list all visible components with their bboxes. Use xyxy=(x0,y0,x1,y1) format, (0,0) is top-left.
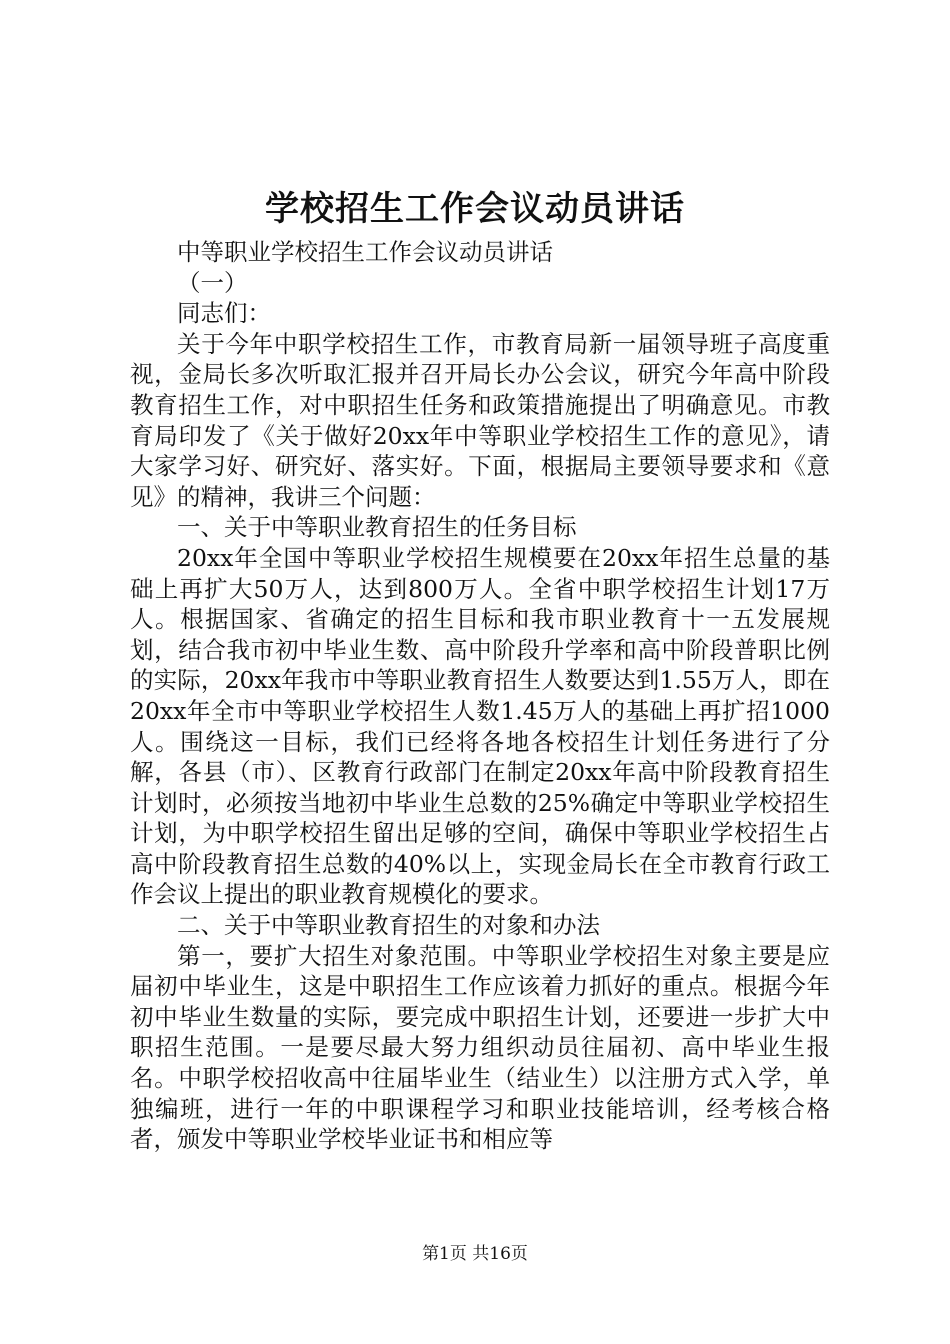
section-marker-paragraph: （一） xyxy=(177,268,248,297)
targets-paragraph: 20xx年全国中等职业学校招生规模要在20xx年招生总量的基础上再扩大50万人，达到800万人。全省中职学校招生计划17万人。根据国家、省确定的招生目标和我市职业教育十一五发展规划，结合我市初中毕业生数、高中阶段升学率和高中阶段普职比例的实际，20xx年我市中等职业教育招生人数要达到1.55万人，即在20xx年全市中等职业学校招生人数1.45万人的基础上再扩招1000人。围绕这一目标，我们已经将各地各校招生计划任务进行了分解，各县（市）、区教育行政部门在制定20xx年高中阶段教育招生计划时，必须按当地初中毕业生总数的25%确定中等职业学校招生计划，为中职学校招生留出足够的空间，确保中等职业学校招生占高中阶段教育招生总数的40%以上，实现金局长在全市教育行政工作会议上提出的职业教育规模化的要求。 xyxy=(130,543,830,909)
document-body xyxy=(130,237,830,1155)
document-title: 学校招生工作会议动员讲话 xyxy=(265,189,685,229)
enrollment-scope-paragraph: 第一，要扩大招生对象范围。中等职业学校招生对象主要是应届初中毕业生，这是中职招生工作应该着力抓好的重点。根据今年初中毕业生数量的实际，要完成中职招生计划，还要进一步扩大中职招生范围。一是要尽最大努力组织动员往届初、高中毕业生报名。中职学校招收高中往届毕业生（结业生）以注册方式入学，单独编班，进行一年的中职课程学习和职业技能培训，经考核合格者，颁发中等职业学校毕业证书和相应等 xyxy=(130,941,830,1154)
heading-two-paragraph: 二、关于中等职业教育招生的对象和办法 xyxy=(177,911,600,940)
page-footer: 第1页 共16页 xyxy=(422,1244,528,1264)
salutation-paragraph: 同志们： xyxy=(177,299,271,328)
intro-paragraph: 关于今年中职学校招生工作，市教育局新一届领导班子高度重视，金局长多次听取汇报并召开局长办公会议，研究今年高中阶段教育招生工作，对中职招生任务和政策措施提出了明确意见。市教育局印发了《关于做好20xx年中等职业学校招生工作的意见》，请大家学习好、研究好、落实好。下面，根据局主要领导要求和《意见》的精神，我讲三个问题： xyxy=(130,329,830,511)
subtitle-paragraph: 中等职业学校招生工作会议动员讲话 xyxy=(177,238,553,266)
heading-one-paragraph: 一、关于中等职业教育招生的任务目标 xyxy=(177,513,577,542)
